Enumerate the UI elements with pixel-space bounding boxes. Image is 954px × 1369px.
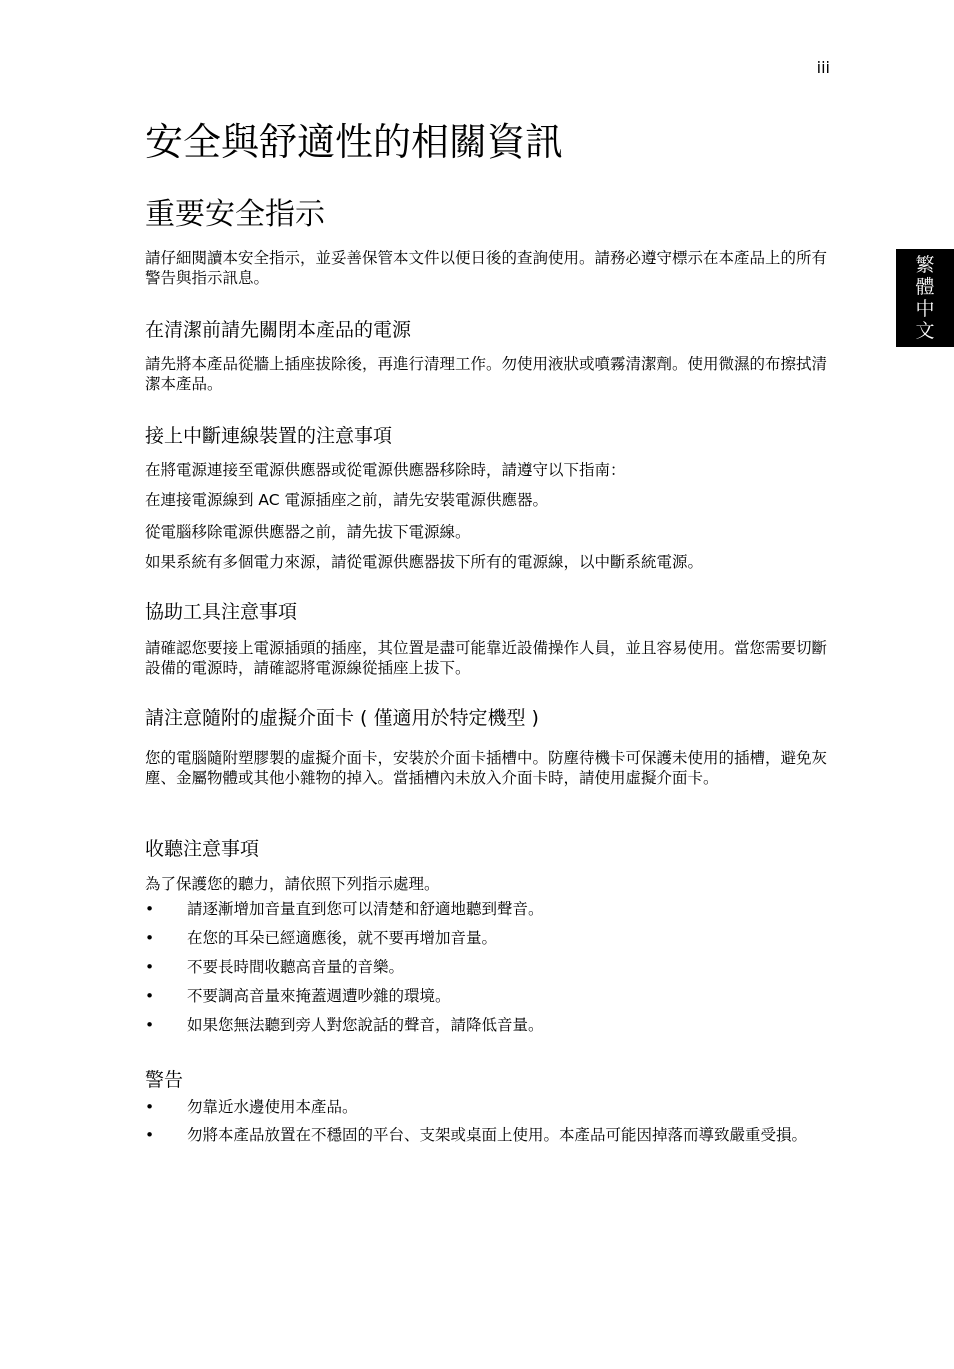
bullet-icon: • [145,1098,155,1116]
cleaning-paragraph: 請先將本產品從牆上插座拔除後，再進行清理工作。勿使用液狀或噴霧清潔劑。使用微濕的布擦拭清潔本產品。 [145,355,828,393]
listening-heading: 收聽注意事項 [145,838,260,860]
list-item-text: 勿靠近水邊使用本產品。 [187,1098,358,1116]
bullet-icon: • [145,929,155,947]
disconnect-line: 在連接電源線到 AC 電源插座之前，請先安裝電源供應器。 [145,491,549,509]
disconnect-line: 在將電源連接至電源供應器或從電源供應器移除時，請遵守以下指南： [145,461,626,479]
list-item [145,986,835,1006]
intro-paragraph: 請仔細閱讀本安全指示，並妥善保管本文件以便日後的查詢使用。請務必遵守標示在本產品上的所有警告與指示訊息。 [145,249,828,287]
cleaning-heading: 在清潔前請先關閉本產品的電源 [145,319,412,341]
language-tab-char: 文 [915,320,935,342]
list-item-text: 不要調高音量來掩蓋週遭吵雜的環境。 [187,987,451,1005]
list-item [145,1121,835,1149]
disconnect-line: 如果系統有多個電力來源，請從電源供應器拔下所有的電源線，以中斷系統電源。 [145,553,704,571]
language-tab-char: 體 [915,276,935,298]
list-item [145,899,835,919]
list-item [145,928,835,948]
listening-list [145,899,835,1035]
listening-intro: 為了保護您的聽力，請依照下列指示處理。 [145,875,440,893]
bullet-icon: • [145,987,155,1005]
bullet-icon: • [145,958,155,976]
dummy-card-paragraph: 您的電腦隨附塑膠製的虛擬介面卡，安裝於介面卡插槽中。防塵待機卡可保護未使用的插槽，避免灰塵、金屬物體或其他小雜物的掉入。當插槽內未放入介面卡時，請使用虛擬介面卡。 [145,749,828,787]
accessibility-paragraph: 請確認您要接上電源插頭的插座，其位置是盡可能靠近設備操作人員，並且容易使用。當您需要切斷設備的電源時，請確認將電源線從插座上拔下。 [145,639,828,677]
list-item [145,957,835,977]
disconnect-line: 從電腦移除電源供應器之前，請先拔下電源線。 [145,523,471,541]
accessibility-heading: 協助工具注意事項 [145,601,298,623]
list-item [145,1097,835,1117]
list-item-text: 如果您無法聽到旁人對您說話的聲音，請降低音量。 [187,1016,544,1034]
language-tab-char: 中 [915,298,935,320]
dummy-card-heading: 請注意隨附的虛擬介面卡 ( 僅適用於特定機型 ) [145,707,539,729]
page-number: iii [816,58,830,77]
bullet-icon: • [145,1126,155,1144]
section-title: 重要安全指示 [145,197,325,232]
list-item-text: 請逐漸增加音量直到您可以清楚和舒適地聽到聲音。 [187,900,544,918]
warnings-list [145,1097,835,1149]
page-title: 安全與舒適性的相關資訊 [145,120,564,164]
warnings-heading: 警告 [145,1069,184,1091]
list-item-text: 不要長時間收聽高音量的音樂。 [187,958,405,976]
bullet-icon: • [145,900,155,918]
language-tab-char: 繁 [915,254,935,276]
list-item-text: 在您的耳朵已經適應後，就不要再增加音量。 [187,929,498,947]
bullet-icon: • [145,1016,155,1034]
list-item [145,1015,835,1035]
disconnect-heading: 接上中斷連線裝置的注意事項 [145,425,393,447]
list-item-text: 勿將本產品放置在不穩固的平台、支架或桌面上使用。本產品可能因掉落而導致嚴重受損。 [187,1126,808,1144]
language-tab [896,249,954,347]
